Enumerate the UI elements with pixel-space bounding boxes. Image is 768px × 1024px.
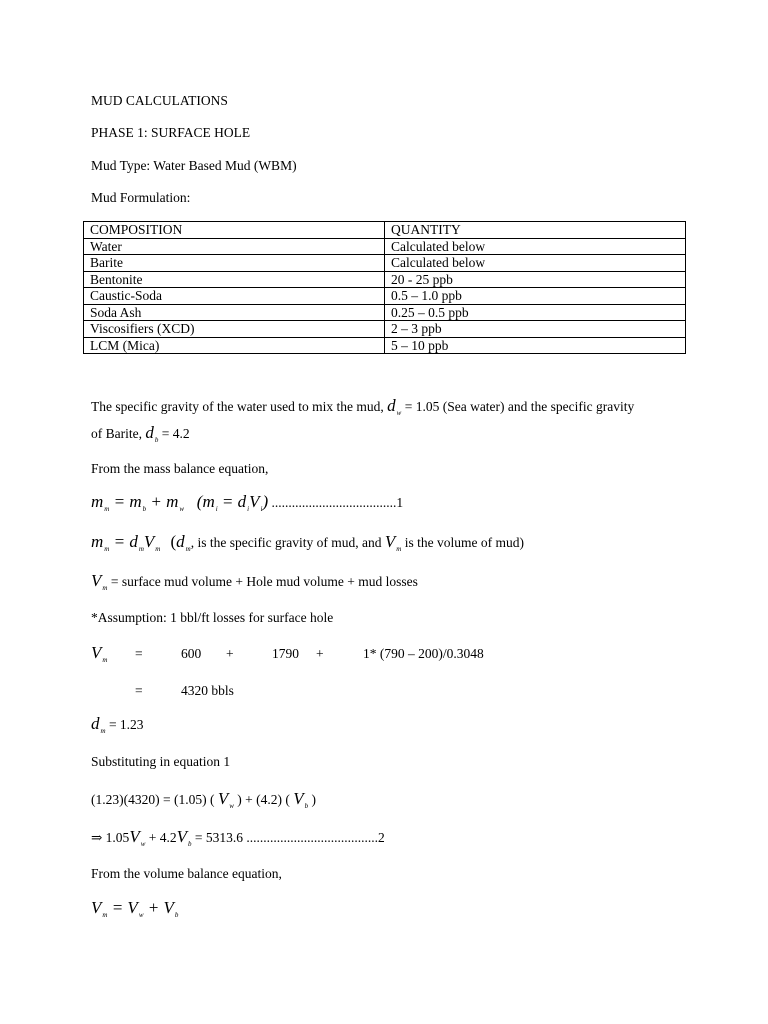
header-composition: COMPOSITION — [84, 222, 385, 239]
substituting-heading: Substituting in equation 1 — [91, 754, 231, 769]
equation-3-b: ) + (4.2) ( — [237, 792, 290, 807]
calc-losses: 1* (790 – 200)/0.3048 — [363, 646, 484, 661]
calc-equals: = — [135, 646, 143, 661]
sg-text-a: The specific gravity of the water used to mix the mud, — [91, 399, 384, 414]
sg-text-b: = 1.05 (Sea water) and the specific gravity — [404, 399, 635, 414]
quantity-cell: 20 - 25 ppb — [385, 271, 686, 288]
table-row — [84, 238, 686, 255]
composition-cell: Viscosifiers (XCD) — [84, 321, 385, 338]
vm-calc-symbol: $V_m$ — [91, 643, 108, 664]
volume-balance-heading: From the volume balance equation, — [91, 866, 282, 881]
dm-value-line — [91, 714, 144, 734]
equation-3-c: ) — [311, 792, 317, 807]
assumption-line: *Assumption: 1 bbl/ft losses for surface hole — [91, 610, 334, 625]
table-row — [84, 271, 686, 288]
quantity-cell: 0.25 – 0.5 ppb — [385, 304, 686, 321]
equation-1-math: $m_m = m_b + m_w$ $(m_i = d_iV_i)$ — [91, 492, 269, 513]
dm-symbol: $d_m$ — [176, 532, 191, 553]
mass-balance-heading: From the mass balance equation, — [91, 461, 269, 476]
phase-heading: PHASE 1: SURFACE HOLE — [91, 125, 251, 140]
table-row — [84, 337, 686, 354]
equation-3-a: (1.23)(4320) = (1.05) ( — [91, 792, 215, 807]
table-row — [84, 304, 686, 321]
composition-cell: LCM (Mica) — [84, 337, 385, 354]
composition-cell: Water — [84, 238, 385, 255]
sg-text-d: = 4.2 — [161, 426, 190, 441]
equation-2-note-b: is the volume of mud) — [404, 535, 524, 550]
volume-balance-equation: $V_m = V_w + V_b$ — [91, 898, 179, 919]
equation-4 — [91, 827, 385, 847]
dm-value: = 1.23 — [108, 717, 144, 732]
equation-4-c: = 5313.6 .......................................2 — [194, 830, 385, 845]
vm-definition — [91, 571, 418, 591]
dm-symbol: $d_m$ — [91, 714, 106, 735]
dw-symbol: $d_w$ — [387, 396, 402, 417]
calc-plus-1: + — [226, 646, 234, 661]
equation-4-a: ⇒ 1.05 — [91, 830, 130, 845]
vw-symbol: $V_w$ — [217, 789, 234, 810]
composition-cell: Bentonite — [84, 271, 385, 288]
vb-symbol: $V_b$ — [293, 789, 309, 810]
table-row — [84, 288, 686, 305]
calc-hole-volume: 1790 — [272, 646, 299, 661]
header-quantity: QUANTITY — [385, 222, 686, 239]
equation-3 — [91, 789, 316, 809]
sg-text-c: of Barite, — [91, 426, 142, 441]
quantity-cell: 5 – 10 ppb — [385, 337, 686, 354]
document-title: MUD CALCULATIONS — [91, 93, 228, 108]
composition-cell: Soda Ash — [84, 304, 385, 321]
vm-definition-text: = surface mud volume + Hole mud volume + mud losses — [110, 574, 418, 589]
table-header-row — [84, 222, 686, 239]
equation-4-b: + 4.2 — [148, 830, 177, 845]
equation-1-leader: .....................................1 — [271, 495, 404, 510]
vb-symbol: $V_b$ — [176, 827, 192, 848]
calc-result: 4320 bbls — [181, 683, 234, 698]
table-row — [84, 255, 686, 272]
quantity-cell: 0.5 – 1.0 ppb — [385, 288, 686, 305]
equation-2-note-a: , is the specific gravity of mud, and — [190, 535, 382, 550]
quantity-cell: Calculated below — [385, 255, 686, 272]
composition-cell: Caustic-Soda — [84, 288, 385, 305]
formulation-heading: Mud Formulation: — [91, 190, 191, 205]
mud-type-line: Mud Type: Water Based Mud (WBM) — [91, 158, 297, 173]
db-symbol: $d_b$ — [145, 423, 159, 444]
vw-symbol: $V_w$ — [129, 827, 146, 848]
calc-plus-2: + — [316, 646, 324, 661]
composition-cell: Barite — [84, 255, 385, 272]
specific-gravity-line-1 — [91, 396, 634, 416]
equation-1 — [91, 492, 403, 512]
equation-2-math: $m_m = d_mV_m$ — [91, 532, 161, 553]
equation-2: $m_m = d_mV_m$ ($d_m$, is the specific gravity of mud, and $V_m$ is the volume of mud) — [91, 532, 524, 553]
calc-surface-volume: 600 — [181, 646, 202, 661]
table-row — [84, 321, 686, 338]
vm-symbol: $V_m$ — [91, 571, 108, 592]
quantity-cell: 2 – 3 ppb — [385, 321, 686, 338]
calc-equals-2: = — [135, 683, 143, 698]
vm-symbol: $V_m$ — [384, 532, 402, 553]
mud-formulation-table — [83, 221, 686, 354]
specific-gravity-line-2 — [91, 423, 190, 443]
quantity-cell: Calculated below — [385, 238, 686, 255]
